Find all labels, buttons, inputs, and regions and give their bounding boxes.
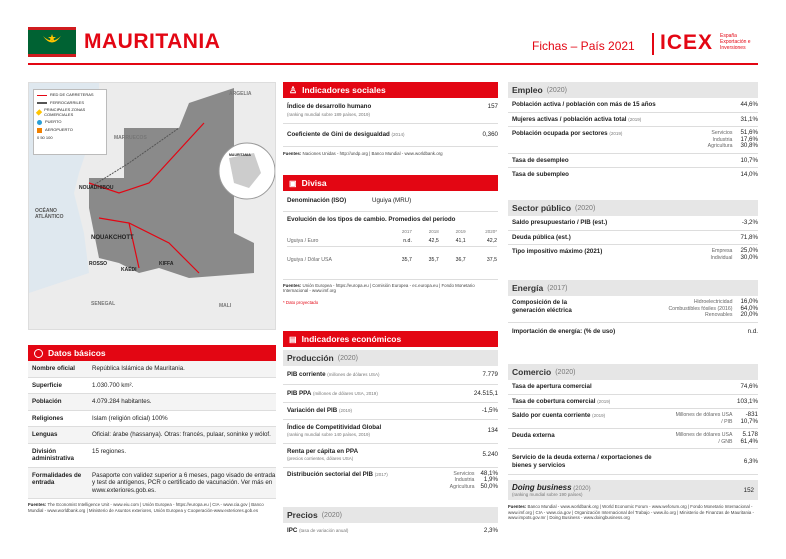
datos-row-value: 1.030.700 km². bbox=[92, 381, 134, 389]
exchange-years-row: 2017 2018 2019 2020* bbox=[401, 228, 497, 234]
idh-row: Índice de desarrollo humano (ranking mundial sobre 189 países, 2019) 157 bbox=[283, 98, 498, 124]
brand-divider bbox=[652, 33, 654, 55]
deuda-values: 5.178 61,4% bbox=[740, 431, 758, 445]
cuenta-subs: Millones de dólares USA / PIB bbox=[675, 412, 733, 425]
tipo-impositivo-row: Tipo impositivo máximo (2021) Empresa Individual 25,0% 30,0% bbox=[512, 247, 758, 261]
sociales-header: ♙ Indicadores sociales bbox=[283, 82, 498, 98]
divisa-sources: Fuentes: Unión Europea - https://europa.eu | Comisión Europea - ec.europa.eu | Fondo Monetario Internacional - www.imf.org bbox=[283, 279, 498, 294]
wallet-icon: ▣ bbox=[289, 178, 297, 188]
mauritania-flag bbox=[28, 27, 76, 57]
exchange-title: Evolución de los tipos de cambio. Promedios del período bbox=[287, 215, 456, 223]
datos-row-value: República Islámica de Mauritania. bbox=[92, 365, 185, 372]
comercio-section bbox=[508, 364, 758, 521]
map-label-senegal: SENEGAL bbox=[91, 301, 116, 307]
empleo-activa-row: Población activa / población con más de 15 años 44,6% bbox=[508, 98, 758, 113]
sector-publico-section bbox=[508, 200, 758, 264]
comercio-header: Comercio (2020) bbox=[508, 364, 758, 380]
map-label-ocean: OCÉANO ATLÁNTICO bbox=[35, 208, 64, 220]
deuda-subs: Millones de dólares USA / GNB bbox=[675, 432, 733, 445]
empleo-header: Empleo (2020) bbox=[508, 82, 758, 98]
chart-icon: ▤ bbox=[289, 334, 297, 344]
divisa-note: * Dato proyectado bbox=[283, 299, 319, 305]
datos-row bbox=[28, 361, 276, 378]
doing-business-row: Doing business (2020) (ranking mundial sobre 190 países) 152 bbox=[508, 480, 758, 500]
datos-basicos-section bbox=[28, 345, 276, 513]
datos-row bbox=[28, 444, 276, 468]
map-inset-label: MAURITANIA bbox=[229, 153, 251, 157]
generacion-subs: Hidroelectricidad Combustibles fósiles (2016) Renovables bbox=[668, 299, 733, 318]
empleo-sectores-row: Población ocupada por sectores (2019) Servicios Industria Agricultura 51,6% 17,6% 30,8% bbox=[508, 127, 758, 154]
right-sources: Fuentes: Banco Mundial - www.worldbank.org | World Economic Forum - www.weforum.org | Fondo Monetario Internacional - www.imf.org | CIA - www.cia.gov | Organización Internacional del Trabajo - www.ilo.org | Ministerio de Finanzas de Mauritania - www.impots.gov.mr | Doing Business - www.doingbusiness.org bbox=[508, 504, 754, 520]
var-pib-row: Variación del PIB (2019) -1,5% bbox=[283, 403, 498, 420]
datos-basicos-table bbox=[28, 361, 276, 499]
sociales-section bbox=[283, 82, 498, 156]
legend-commercial: PRINCIPALES ZONAS COMERCIALES bbox=[37, 108, 103, 117]
datos-row-value: Pasaporte con validez superior a 6 meses, pago visado de entrada y test de antígenos, PCR o certificado de vacunación. Ver más en www.exteriores.gob.es. bbox=[92, 471, 276, 494]
datos-row-label: Nombre oficial bbox=[32, 365, 75, 372]
flag-emblem-icon bbox=[28, 30, 76, 54]
map-label-kaedi: KAÉDI bbox=[121, 267, 137, 273]
distribucion-row: Distribución sectorial del PIB (2017) Servicios Industria Agricultura 48,1% 1,9% 50,0% bbox=[287, 469, 498, 490]
denominacion-row: Denominación (ISO) Uguiya (MRU) bbox=[283, 191, 498, 212]
distribucion-values: 48,1% 1,9% 50,0% bbox=[480, 469, 498, 490]
map-scale: 0 50 100 bbox=[37, 135, 53, 140]
legend-airport: AEROPUERTO bbox=[37, 128, 103, 133]
datos-row bbox=[28, 394, 276, 411]
exchange-table bbox=[287, 227, 497, 273]
page-title: MAURITANIA bbox=[84, 30, 221, 53]
empleo-subempleo-row: Tasa de subempleo 14,0% bbox=[512, 171, 758, 178]
precios-header: Precios (2020) bbox=[283, 507, 498, 523]
datos-row-label: Población bbox=[32, 398, 62, 405]
divisa-header: ▣ Divisa bbox=[283, 175, 498, 191]
legend-rail: FERROCARRILES bbox=[37, 101, 103, 106]
datos-row bbox=[28, 378, 276, 395]
gini-row: Coeficiente de Gini de desigualdad (2014) 0,360 bbox=[283, 124, 498, 147]
header-rule bbox=[28, 63, 758, 65]
exchange-row-usd: Uguiya / Dólar USA 35,7 35,7 36,7 37,5 bbox=[287, 256, 497, 263]
map-label-nouakchott: NOUAKCHOTT bbox=[91, 235, 134, 241]
servicio-deuda-row: Servicio de la deuda externa / exportaciones de bienes y servicios 6,3% bbox=[508, 449, 758, 475]
energia-header: Energía (2017) bbox=[508, 280, 758, 296]
map-label-kiffa: KIFFA bbox=[159, 261, 174, 267]
legend-port: PUERTO bbox=[37, 120, 103, 125]
exchange-row-euro: Uguiya / Euro n.d. 42,5 41,1 42,2 bbox=[287, 236, 497, 247]
datos-row-value: Oficial: árabe (hassanya). Otras: francés, pulaar, soninke y wólof. bbox=[92, 431, 271, 438]
datos-row-value: 15 regiones. bbox=[92, 447, 127, 455]
brand-subtitle: España Exportación e Inversiones bbox=[720, 33, 751, 51]
datos-row-label: Lenguas bbox=[32, 431, 58, 438]
empleo-sectors: Servicios Industria Agricultura bbox=[707, 130, 733, 149]
empleo-sector-values: 51,6% 17,6% 30,8% bbox=[740, 129, 758, 149]
datos-basicos-sources: Fuentes: The Economist Intelligence Unit - www.eiu.com | Unión Europea - https://europa.eu | CIA - www.cia.gov | Banco Mundial - www.worldbank.org | Ministerio de Asuntos exteriores, Unión Europea y Cooperación-www.exteriores.gob.es bbox=[28, 502, 264, 513]
importacion-row: Importación de energía: (% de uso) n.d. bbox=[512, 327, 758, 335]
map-label-mali: MALI bbox=[219, 303, 232, 309]
datos-row-label: Superficie bbox=[32, 381, 62, 389]
cuenta-values: -831 10,7% bbox=[740, 411, 758, 425]
ppa-row: PIB PPA (millones de dólares USA, 2019) 24.515,1 bbox=[283, 385, 498, 404]
empleo-desempleo-row: Tasa de desempleo 10,7% bbox=[508, 154, 758, 169]
empleo-section bbox=[508, 82, 758, 182]
sector-publico-header: Sector público (2020) bbox=[508, 200, 758, 216]
deuda-publica-row: Deuda pública (est.) 71,8% bbox=[508, 231, 758, 246]
map-label-argelia: ARGELIA bbox=[229, 91, 252, 97]
energia-section bbox=[508, 280, 758, 340]
cuenta-corriente-row: Saldo por cuenta corriente (2019) Millones de dólares USA / PIB -831 10,7% bbox=[508, 409, 758, 429]
map-label-nouadhibou: NOUADHIBOU bbox=[79, 185, 114, 191]
economicos-section bbox=[283, 331, 498, 539]
economicos-header: ▤ Indicadores económicos bbox=[283, 331, 498, 347]
datos-row-label: División administrativa bbox=[32, 447, 74, 462]
target-icon bbox=[34, 349, 43, 358]
datos-row-label: Religiones bbox=[32, 414, 64, 422]
datos-row bbox=[28, 427, 276, 444]
datos-row-label: Formalidades de entrada bbox=[32, 471, 82, 486]
saldo-row: Saldo presupuestario / PIB (est.) -3,2% bbox=[508, 216, 758, 231]
divisa-section bbox=[283, 175, 498, 305]
series-label: Fichas – País 2021 bbox=[532, 39, 635, 53]
map-label-marruecos: MARRUECOS bbox=[114, 135, 147, 141]
ipc-row: IPC (tasa de variación anual) 2,3% bbox=[287, 527, 498, 534]
datos-row-value: 4.079.284 habitantes. bbox=[92, 398, 152, 405]
distribucion-sectors: Servicios Industria Agricultura bbox=[449, 470, 475, 490]
produccion-header: Producción (2020) bbox=[283, 350, 498, 366]
tipo-subs: Empresa Individual bbox=[710, 248, 733, 261]
brand-logo: ICEX bbox=[660, 31, 714, 54]
deuda-externa-row: Deuda externa Millones de dólares USA / GNB 5.178 61,4% bbox=[508, 429, 758, 449]
tipo-values: 25,0% 30,0% bbox=[740, 247, 758, 261]
country-map bbox=[28, 82, 276, 330]
datos-row bbox=[28, 468, 276, 500]
generacion-values: 16,0% 64,0% 20,0% bbox=[740, 298, 758, 318]
competitividad-row: Índice de Competitividad Global (ranking mundial sobre 140 países, 2019) 134 bbox=[283, 420, 498, 444]
legend-roads: RED DE CARRETERAS bbox=[37, 93, 103, 98]
datos-basicos-header: Datos básicos bbox=[28, 345, 276, 361]
pib-row: PIB corriente (millones de dólares USA) 7.779 bbox=[283, 366, 498, 385]
map-label-rosso: ROSSO bbox=[89, 261, 108, 267]
renta-row: Renta per cápita en PPA (precios corrientes, dólares USA) 5.240 bbox=[283, 444, 498, 468]
datos-row-value: Islam (religión oficial) 100% bbox=[92, 414, 168, 422]
generacion-row: Composición de la generación eléctrica Hidroelectricidad Combustibles fósiles (2016) Renovables 16,0% 64,0% 20,0% bbox=[508, 296, 758, 323]
map-legend bbox=[33, 89, 107, 155]
person-icon: ♙ bbox=[289, 84, 298, 95]
sociales-sources: Fuentes: Naciones Unidas - http://undp.org | Banco Mundial - www.worldbank.org bbox=[283, 150, 443, 156]
datos-row bbox=[28, 411, 276, 428]
empleo-mujeres-row: Mujeres activas / población activa total (2019) 31,1% bbox=[508, 113, 758, 128]
cobertura-row: Tasa de cobertura comercial (2019) 103,1% bbox=[508, 395, 758, 410]
apertura-row: Tasa de apertura comercial 74,6% bbox=[508, 380, 758, 395]
